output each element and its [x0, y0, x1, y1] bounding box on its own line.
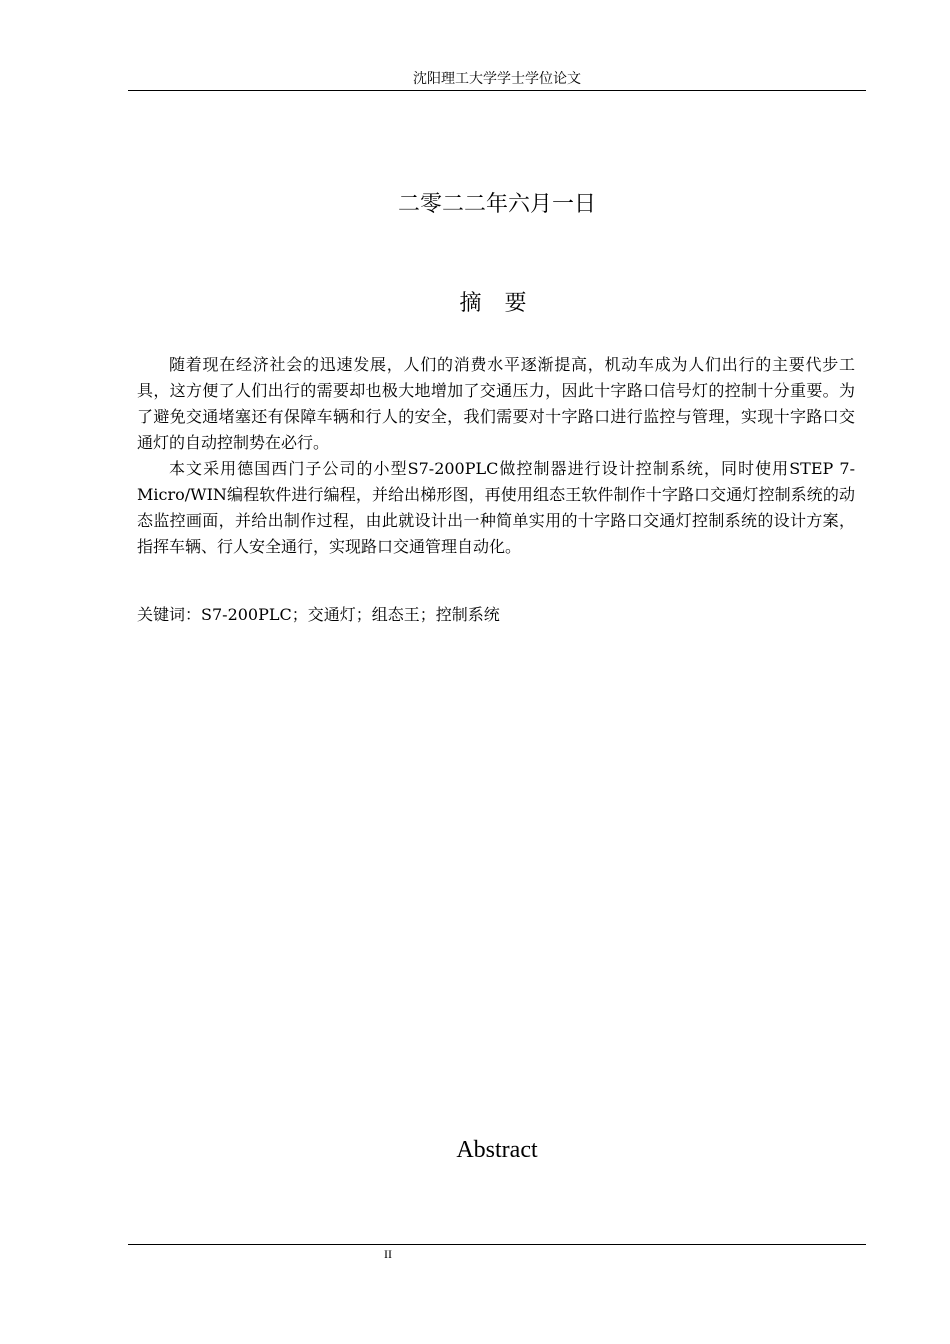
abstract-body-cn: [137, 352, 855, 560]
abstract-heading-en: Abstract: [456, 1137, 538, 1163]
header-rule: [128, 90, 866, 91]
abstract-paragraph-1: 随着现在经济社会的迅速发展，人们的消费水平逐渐提高，机动车成为人们出行的主要代步工具，这方便了人们出行的需要却也极大地增加了交通压力，因此十字路口信号灯的控制十分重要。为了避免交通堵塞还有保障车辆和行人的安全，我们需要对十字路口进行监控与管理，实现十字路口交通灯的自动控制势在必行。: [137, 355, 855, 452]
footer-rule: [128, 1244, 866, 1245]
abstract-heading-cn: 摘 要: [459, 291, 535, 316]
abstract-paragraph-2: 本文采用德国西门子公司的小型S7-200PLC做控制器进行设计控制系统，同时使用STEP 7-Micro/WIN编程软件进行编程，并给出梯形图，再使用组态王软件制作十字路口交通灯控制系统的动态监控画面，并给出制作过程，由此就设计出一种简单实用的十字路口交通灯控制系统的设计方案，指挥车辆、行人安全通行，实现路口交通管理自动化。: [137, 459, 855, 556]
keywords-label: 关键词：: [137, 605, 202, 624]
page-number: II: [384, 1247, 392, 1261]
keywords-value: S7-200PLC；交通灯；组态王；控制系统: [201, 605, 500, 624]
submission-date: 二零二二年六月一日: [397, 192, 596, 217]
keywords-line: [137, 603, 855, 627]
running-header: 沈阳理工大学学士学位论文: [413, 71, 581, 87]
